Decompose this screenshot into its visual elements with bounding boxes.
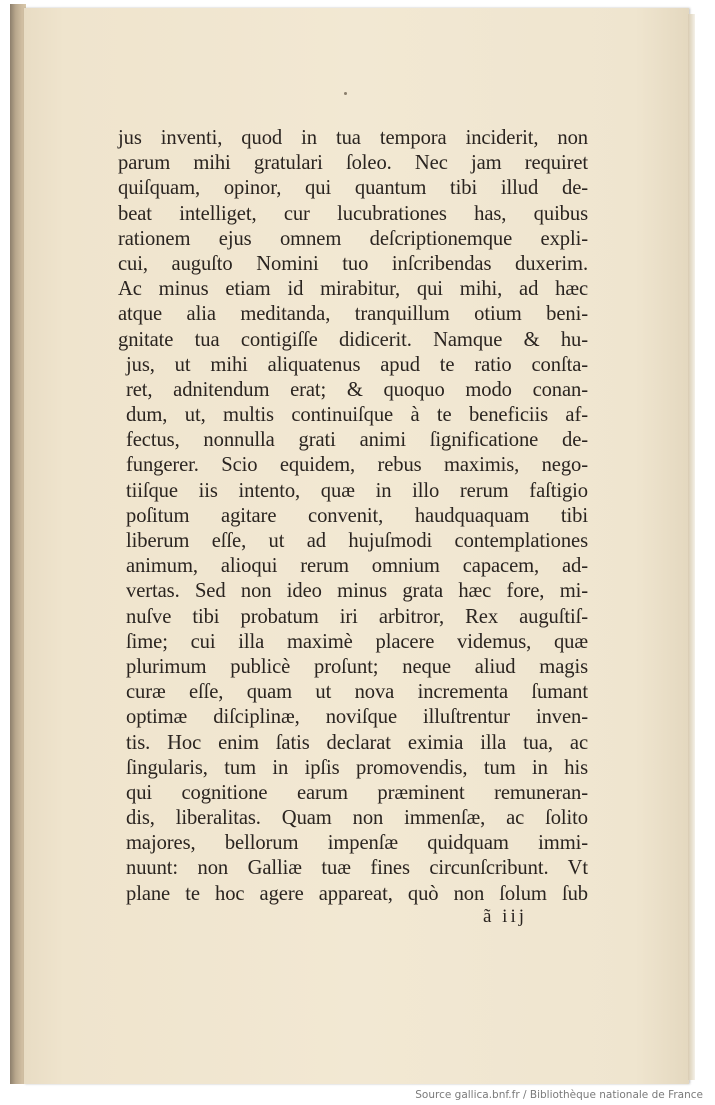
text-line: vertas. Sed non ideo minus grata hæc fore, mi- — [126, 580, 588, 603]
page-edge — [688, 14, 695, 1080]
text-line: parum mihi gratulari ſoleo. Nec jam requiret — [118, 152, 588, 175]
body-text — [118, 126, 588, 907]
text-line: qui cognitione earum præminent remuneran- — [126, 781, 588, 804]
text-line: plurimum publicè proſunt; neque aliud magis — [126, 655, 588, 678]
paper-speck — [344, 92, 347, 95]
text-line: fectus, nonnulla grati animi ſignificatione de- — [126, 429, 588, 452]
text-line: jus inventi, quod in tua tempora inciderit, non — [118, 127, 588, 149]
text-line: majores, bellorum impenſæ quidquam immi- — [126, 832, 588, 855]
source-credit: Source gallica.bnf.fr / Bibliothèque nationale de France — [415, 1089, 703, 1101]
text-line: ſime; cui illa maximè placere videmus, quæ — [126, 630, 588, 653]
text-line: dis, liberalitas. Quam non immenſæ, ac ſolito — [126, 807, 588, 830]
text-line: dum, ut, multis continuiſque à te beneficiis af- — [126, 404, 588, 427]
text-line: nuunt: non Galliæ tuæ fines circunſcribunt. Vt — [126, 857, 588, 880]
text-line: gnitate tua contigiſſe didicerit. Namque & hu- — [118, 328, 588, 351]
text-line: plane te hoc agere appareat, quò non ſolum ſub — [126, 882, 588, 905]
text-line: Ac minus etiam id mirabitur, qui mihi, ad hæc — [118, 278, 588, 301]
text-line: jus, ut mihi aliquatenus apud te ratio conſta- — [126, 353, 588, 376]
text-line: fungerer. Scio equidem, rebus maximis, nego- — [126, 454, 588, 477]
text-line: quiſquam, opinor, qui quantum tibi illud de- — [118, 177, 588, 200]
text-line: cui, auguſto Nomini tuo inſcribendas duxerim. — [118, 252, 588, 275]
text-line: tis. Hoc enim ſatis declarat eximia illa tua, ac — [126, 731, 588, 754]
text-line: nuſve tibi probatum iri arbitror, Rex auguſtiſ- — [126, 605, 588, 628]
signature-mark: ã iij — [483, 906, 528, 927]
text-line: tiiſque iis intento, quæ in illo rerum faſtigio — [126, 479, 588, 502]
text-line: optimæ diſciplinæ, noviſque illuſtrentur inven- — [126, 706, 588, 729]
text-line: ſingularis, tum in ipſis promovendis, tum in his — [126, 756, 588, 779]
text-line: ret, adnitendum erat; & quoquo modo conan- — [126, 378, 588, 401]
text-line: liberum eſſe, ut ad hujuſmodi contemplationes — [126, 530, 588, 552]
text-line: animum, alioqui rerum omnium capacem, ad- — [126, 555, 588, 578]
text-line: atque alia meditanda, tranquillum otium beni- — [118, 303, 588, 326]
text-line: rationem ejus omnem deſcriptionemque expli- — [118, 227, 588, 250]
text-line: curæ eſſe, quam ut nova incrementa ſumant — [126, 681, 588, 704]
text-line: poſitum agitare convenit, haudquaquam tibi — [126, 504, 588, 527]
text-line: beat intelliget, cur lucubrationes has, quibus — [118, 202, 588, 225]
